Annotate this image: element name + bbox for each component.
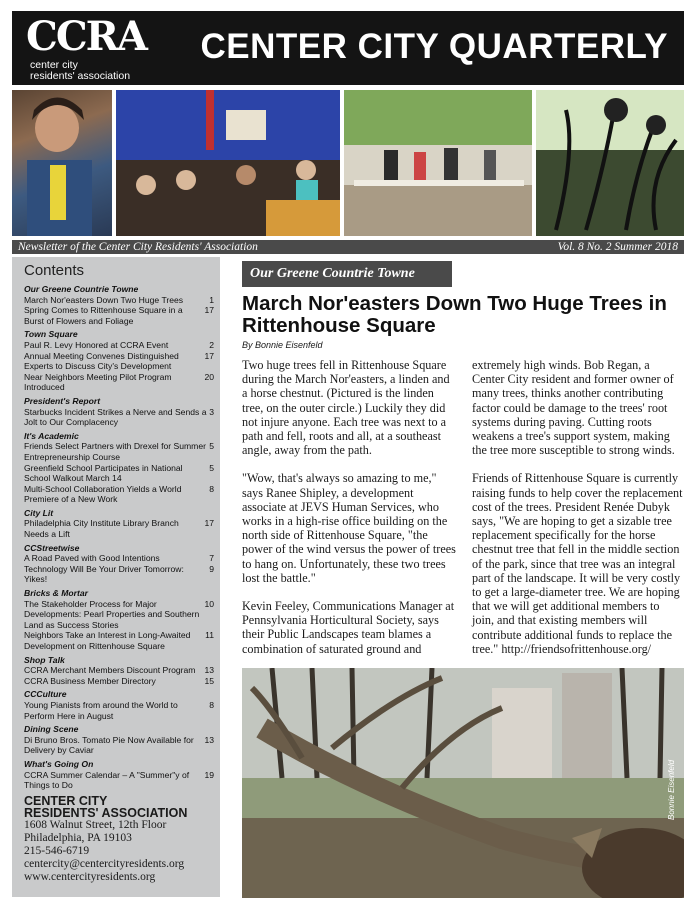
toc-item-page: 10	[204, 598, 214, 609]
toc-item[interactable]	[24, 553, 214, 564]
toc-item-title: CCRA Business Member Directory	[24, 675, 156, 686]
toc-item-title: The Stakeholder Process for Major Developments: Pearl Properties and Southern Land as Success Stories	[24, 598, 200, 630]
toc-section-heading: It's Academic	[24, 430, 79, 441]
website-link[interactable]: www.centercityresidents.org	[24, 871, 156, 883]
contents-sidebar	[12, 257, 220, 897]
toc-item-title: March Nor'easters Down Two Huge Trees	[24, 294, 184, 305]
toc-item-page: 1	[209, 294, 214, 305]
org-name-line2: RESIDENTS' ASSOCIATION	[24, 806, 188, 820]
fallen-tree-photo	[242, 668, 684, 898]
toc-item[interactable]	[24, 441, 214, 462]
toc-section-heading: Dining Scene	[24, 724, 79, 735]
photo-art-show	[344, 90, 532, 236]
article-byline: By Bonnie Eisenfeld	[242, 340, 323, 350]
contents-heading: Contents	[24, 262, 85, 279]
toc-item-title: CCRA Summer Calendar – A "Summer"y of Things to Do	[24, 769, 190, 791]
banner-subtitle: Newsletter of the Center City Residents' Association	[18, 241, 258, 253]
toc-item-page: 5	[209, 462, 214, 473]
toc-section-heading: Our Greene Countrie Towne	[24, 284, 139, 294]
toc-item-page: 20	[204, 371, 214, 382]
photo-credit: Bonnie Eisenfeld	[667, 759, 676, 820]
email-link[interactable]: centercity@centercityresidents.org	[24, 858, 185, 870]
city-address: Philadelphia, PA 19103	[24, 832, 132, 844]
paragraph: Friends of Rittenhouse Square is currently raising funds to help cover the replacement cost of the trees. President Renée Dubyk says, "We are hoping to get a sizable tree replacement specifically for the horse chestnut tree that fell in the middle section of the park, since that tree was an integral part of the landscape. It will be very costly to get a large-diameter tree. We are hoping that we will get additional members to join, and that existing members will contribute additional funds to replace the tree." http://friendsofrittenhouse.org/	[472, 471, 683, 656]
toc-item[interactable]	[24, 770, 214, 791]
toc-item-title: Di Bruno Bros. Tomato Pie Now Available for Delivery by Caviar	[24, 734, 194, 756]
toc-item[interactable]	[24, 340, 214, 351]
table-of-contents	[24, 281, 214, 791]
toc-item-title: Paul R. Levy Honored at CCRA Event	[24, 339, 169, 350]
photo-student-portrait	[12, 90, 112, 236]
toc-item-page: 9	[209, 563, 214, 574]
paragraph: Two huge trees fell in Rittenhouse Square during the March Nor'easters, a linden and a horse chestnut. (Pictured is the linden tree, on the outer circle.) Luckily they did not injure anyone. Each tree was next to a path and fell, roots and all, at a southeast angle, away from the path.	[242, 358, 450, 458]
toc-item[interactable]	[24, 630, 214, 651]
toc-section-heading: President's Report	[24, 395, 101, 406]
org-name-line1: CENTER CITY	[24, 794, 108, 808]
toc-item-title: Spring Comes to Rittenhouse Square in a Burst of Flowers and Foliage	[24, 305, 183, 326]
paragraph: extremely high winds. Bob Regan, a Center City resident and former owner of many trees, thinks another contributing factor could be damage to the trees' root systems during paving. Cutting roots weakens a tree's support system, making the tree more susceptible to strong winds.	[472, 358, 675, 458]
toc-item-title: Neighbors Take an Interest in Long-Awaited Development on Rittenhouse Square	[24, 630, 191, 651]
toc-item-title: A Road Paved with Good Intentions	[24, 553, 160, 564]
newsletter-banner	[12, 240, 684, 254]
masthead	[12, 11, 684, 85]
ccra-logo[interactable]	[26, 13, 226, 82]
toc-item[interactable]	[24, 305, 214, 326]
toc-item[interactable]	[24, 463, 214, 484]
toc-item-title: Multi-School Collaboration Yields a World Premiere of a New Work	[24, 483, 182, 505]
toc-item-title: Friends Select Partners with Drexel for Summer Entrepreneurship Course	[24, 441, 206, 462]
toc-item[interactable]	[24, 295, 214, 306]
toc-item[interactable]	[24, 564, 214, 585]
toc-item-page: 3	[209, 406, 214, 417]
paragraph: "Wow, that's always so amazing to me," says Ranee Shipley, a development associate at JEVS Human Services, who works in a high-rise office building on the north side of Rittenhouse Square, "the power of the wind versus the power of trees to hang on. Unfortunately, these two trees lost the battle."	[242, 471, 456, 585]
newsletter-title: CENTER CITY QUARTERLY	[200, 27, 668, 66]
toc-item-page: 17	[204, 518, 214, 529]
toc-item-title: Annual Meeting Convenes Distinguished Experts to Discuss City's Development	[24, 350, 179, 372]
toc-section-heading: CCStreetwise	[24, 542, 80, 553]
toc-item-page: 13	[204, 734, 214, 745]
toc-item-page: 15	[204, 675, 214, 686]
logo-subtitle: center city residents' association	[30, 59, 131, 82]
article-headline: March Nor'easters Down Two Huge Trees in Rittenhouse Square	[242, 292, 667, 337]
photo-strip	[12, 90, 684, 236]
article-column-2	[472, 358, 684, 670]
toc-item-page: 17	[204, 350, 214, 361]
toc-section-heading: Shop Talk	[24, 654, 65, 665]
toc-item-title: Near Neighbors Meeting Pilot Program Introduced	[24, 371, 172, 393]
toc-item-page: 8	[209, 483, 214, 494]
toc-item-page: 7	[209, 553, 214, 564]
toc-item[interactable]	[24, 351, 214, 372]
association-address	[24, 795, 220, 884]
toc-item-title: Technology Will Be Your Driver Tomorrow: Yikes!	[24, 563, 184, 585]
photo-orchestra	[116, 90, 340, 236]
issue-info: Vol. 8 No. 2 Summer 2018	[557, 241, 678, 253]
logo-mark: CCRA	[26, 13, 146, 60]
toc-section-heading: City Lit	[24, 507, 54, 518]
toc-item-page: 11	[205, 630, 214, 641]
toc-section-heading: Town Square	[24, 329, 78, 340]
toc-item[interactable]	[24, 484, 214, 505]
toc-item[interactable]	[24, 599, 214, 631]
toc-section-heading: Bricks & Mortar	[24, 588, 88, 599]
paragraph: Kevin Feeley, Communications Manager at Pennsylvania Horticultural Society, says their Public Landscapes team blames a combination of saturated ground and	[242, 599, 455, 656]
photo-garden-sculpture	[536, 90, 684, 236]
toc-item-title: Greenfield School Participates in National School Walkout March 14	[24, 462, 183, 484]
article-column-1	[242, 358, 458, 670]
toc-item[interactable]	[24, 735, 214, 756]
toc-item-page: 8	[209, 699, 214, 710]
toc-item-page: 2	[209, 339, 214, 350]
toc-item-title: Philadelphia City Institute Library Branch Needs a Lift	[24, 518, 179, 540]
toc-section-heading: What's Going On	[24, 758, 94, 769]
toc-item[interactable]	[24, 676, 214, 687]
toc-item[interactable]	[24, 518, 214, 539]
toc-item-page: 17	[204, 305, 214, 316]
toc-item-title: Young Pianists from around the World to Perform Here in August	[24, 699, 178, 721]
toc-item-page: 13	[204, 665, 214, 676]
street-address: 1608 Walnut Street, 12th Floor	[24, 819, 167, 831]
toc-item[interactable]	[24, 665, 214, 676]
toc-item-title: Starbucks Incident Strikes a Nerve and Sends a Jolt to Our Complacency	[24, 406, 207, 428]
toc-item[interactable]	[24, 407, 214, 428]
toc-item[interactable]	[24, 372, 214, 393]
article-section-tag: Our Greene Countrie Towne	[242, 261, 452, 287]
toc-item-page: 19	[204, 769, 214, 780]
toc-section-heading: CCCulture	[24, 689, 67, 700]
toc-item[interactable]	[24, 700, 214, 721]
phone-number: 215-546-6719	[24, 845, 90, 857]
toc-item-page: 5	[209, 441, 214, 452]
toc-item-title: CCRA Merchant Members Discount Program	[24, 665, 196, 676]
